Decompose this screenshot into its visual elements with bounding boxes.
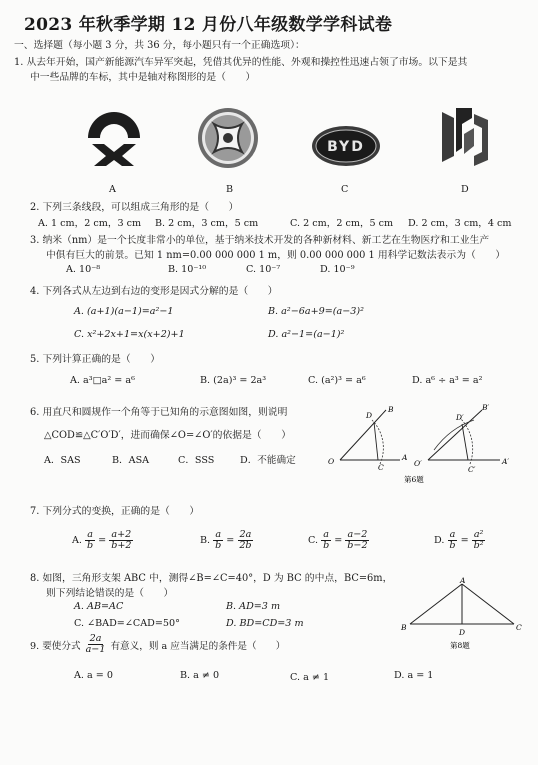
- q7-c-left-fraction: [321, 530, 331, 551]
- q7-a-left-den: b: [86, 540, 94, 552]
- q7-b-left-fraction: [213, 530, 223, 551]
- q9-option-a: A. a = 0: [74, 670, 113, 681]
- q7-a-left-fraction: [85, 530, 95, 551]
- q6-option-d: D．不能确定: [240, 455, 296, 466]
- q7-stem: 7. 下列分式的变换，正确的是（ ）: [30, 506, 200, 517]
- q7-a-left-num: a: [87, 529, 93, 540]
- q9-stem-pre: 9. 要使分式: [30, 640, 81, 652]
- q2-option-b: B. 2 cm，3 cm，5 cm: [155, 218, 259, 229]
- q9-fraction: [84, 634, 108, 655]
- q7-option-c: C. $\frac{a}{b}$ = $\frac{a-2}{b-2}$: [308, 529, 368, 552]
- q7-d-left-fraction: [447, 530, 457, 551]
- q8-fig-label-a: A: [460, 576, 466, 585]
- logo-a-image: [84, 104, 144, 170]
- q7-b-right-num: 2a: [239, 529, 252, 540]
- q6-option-b: B．ASA: [112, 455, 150, 466]
- q9-fraction-num: 2a: [89, 633, 102, 644]
- q7-option-d: D. $\frac{a}{b}$ = $\frac{\text{a²}}{\text{b²}}$: [434, 529, 484, 552]
- q2-stem: 2. 下列三条线段，可以组成三角形的是（ ）: [30, 202, 239, 213]
- q6-fig-label-d: D: [366, 411, 373, 420]
- q4-option-c: C. x²+2x+1=x(x+2)+1: [74, 329, 185, 340]
- q7-c-right-fraction: [345, 530, 369, 551]
- q7-option-a-letter: A.: [72, 535, 82, 547]
- q6-fig-label-c: C: [378, 463, 384, 472]
- q1-label-a: A: [109, 184, 116, 195]
- q9-option-b: B. a ≠ 0: [180, 670, 220, 681]
- q4-stem: 4. 下列各式从左边到右边的变形是因式分解的是（ ）: [30, 286, 278, 297]
- q9-stem: [30, 634, 285, 655]
- q6-fig-label-d-prime: D′: [456, 413, 464, 422]
- q7-option-d-letter: D.: [434, 535, 445, 547]
- q9-option-d: D. a = 1: [394, 670, 434, 681]
- q6-fig-label-a: A: [402, 453, 408, 462]
- logo-c-image: [310, 124, 382, 168]
- q1-label-d: D: [461, 184, 469, 195]
- q8-fig-label-b: B: [401, 623, 407, 632]
- q3-option-c: C. 10⁻⁷: [246, 264, 281, 275]
- q1-line2: 中一些品牌的车标，其中是轴对称图形的是（ ）: [30, 72, 256, 83]
- q7-c-right-num: a−2: [347, 529, 368, 540]
- q7-option-b-letter: B.: [200, 535, 211, 547]
- q5-option-c: C. (a²)³ = a⁶: [308, 375, 366, 386]
- q6-fig-label-o: O: [328, 457, 335, 466]
- q7-b-left-num: a: [215, 529, 222, 540]
- logo-d-image: [438, 104, 492, 170]
- q8-option-c: C. ∠BAD=∠CAD=50°: [74, 618, 180, 629]
- q7-c-right-den: b−2: [347, 540, 368, 552]
- q7-d-left-den: b: [449, 540, 456, 552]
- q9-option-c: C. a ≠ 1: [290, 672, 330, 683]
- page-title: 2023 年秋季学期 12 月份八年级数学学科试卷: [24, 15, 393, 35]
- q4-option-b: B. a²−6a+9=(a−3)²: [268, 306, 364, 317]
- q2-option-d: D. 2 cm，3 cm，4 cm: [408, 218, 512, 229]
- q5-option-b: B. (2a)³ = 2a³: [200, 375, 267, 386]
- q6-option-c: C．SSS: [178, 455, 215, 466]
- q7-c-left-den: b: [323, 540, 330, 552]
- logo-b-image: [196, 106, 260, 170]
- q2-option-c: C. 2 cm，2 cm，5 cm: [290, 218, 394, 229]
- q9-stem-post: 有意义，则 a 应当满足的条件是（ ）: [110, 640, 286, 652]
- q3-option-a: A. 10⁻⁸: [66, 264, 101, 275]
- q7-b-right-den: 2b: [239, 540, 252, 552]
- q8-option-a: A. AB=AC: [74, 601, 124, 612]
- q8-fig-caption: 第8题: [450, 641, 470, 650]
- q7-a-right-num: a+2: [111, 529, 132, 540]
- q6-fig-caption: 第6题: [404, 475, 424, 484]
- q1-line1: 1. 从去年开始，国产新能源汽车异军突起，凭借其优异的性能、外观和操控性迅速占领了市场。以下是其: [14, 57, 468, 68]
- q4-option-a: A. (a+1)(a−1)=a²−1: [74, 306, 174, 317]
- q3-line1: 3. 纳米（nm）是一个长度非常小的单位，基于纳米技术开发的各种新材料、新工艺在生物医疗和工业生产: [30, 235, 490, 246]
- q6-figure: [322, 398, 518, 484]
- q8-option-d: D. BD=CD=3 m: [226, 618, 304, 629]
- q6-line2: △COD≌△C′O′D′，进而确保∠O=∠O′的依据是（ ）: [44, 430, 291, 441]
- q5-option-a: A. a³□a² = a⁶: [70, 375, 135, 386]
- q6-fig-label-o-prime: O′: [414, 459, 422, 468]
- q3-line2: 中俱有巨大的前景。已知 1 nm=0.00 000 000 1 m，则 0.00 000 000 1 用科学记数法表示为（ ）: [46, 250, 506, 261]
- q1-label-b: B: [226, 184, 234, 195]
- q6-fig-label-a-prime: A′: [502, 457, 510, 466]
- q8-fig-label-c: C: [516, 623, 522, 632]
- q7-d-right-den: b²: [473, 540, 484, 552]
- q7-c-left-num: a: [323, 529, 329, 540]
- section-heading: 一、选择题（每小题 3 分，共 36 分，每小题只有一个正确选项）：: [14, 40, 305, 51]
- q6-fig-label-c-prime: C′: [468, 465, 476, 474]
- q9-fraction-den: a−1: [85, 644, 106, 656]
- q7-b-right-fraction: [237, 530, 253, 551]
- q7-a-right-den: b+2: [111, 540, 132, 552]
- q8-line1: 8. 如图，三角形支架 ABC 中，测得∠B=∠C=40°，D 为 BC 的中点，BC=6m，: [30, 573, 393, 584]
- logo-c-text: BYD: [327, 139, 365, 155]
- q3-option-d: D. 10⁻⁹: [320, 264, 355, 275]
- q6-line1: 6. 用直尺和圆规作一个角等于已知角的示意图如图，则说明: [30, 407, 288, 418]
- q4-option-d: D. a²−1=(a−1)²: [268, 329, 345, 340]
- q5-option-d: D. a⁶ ÷ a³ = a²: [412, 375, 483, 386]
- q8-figure: [396, 576, 528, 654]
- q8-option-b: B. AD=3 m: [226, 601, 281, 612]
- q7-d-left-num: a: [449, 529, 456, 540]
- q7-option-a: A. $\frac{a}{b}$ = $\frac{a+2}{b+2}$: [72, 529, 132, 552]
- q2-option-a: A. 1 cm，2 cm，3 cm: [38, 218, 142, 229]
- q7-a-right-fraction: [109, 530, 133, 551]
- q6-fig-label-b: B: [388, 405, 394, 414]
- q7-b-left-den: b: [215, 540, 222, 552]
- q6-fig-label-b-prime: B′: [482, 403, 490, 412]
- q7-d-right-fraction: [472, 530, 486, 551]
- q1-label-c: C: [341, 184, 349, 195]
- q7-option-b: B. $\frac{a}{b}$ = $\frac{2a}{2b}$: [200, 529, 252, 552]
- q8-line2: 则下列结论错误的是（ ）: [46, 588, 174, 599]
- q5-stem: 5. 下列计算正确的是（ ）: [30, 354, 161, 365]
- q7-d-right-num: a²: [473, 529, 484, 540]
- q8-fig-label-d: D: [459, 628, 466, 637]
- q3-option-b: B. 10⁻¹⁰: [168, 264, 207, 275]
- q6-option-a: A．SAS: [44, 455, 81, 466]
- q7-option-c-letter: C.: [308, 535, 319, 547]
